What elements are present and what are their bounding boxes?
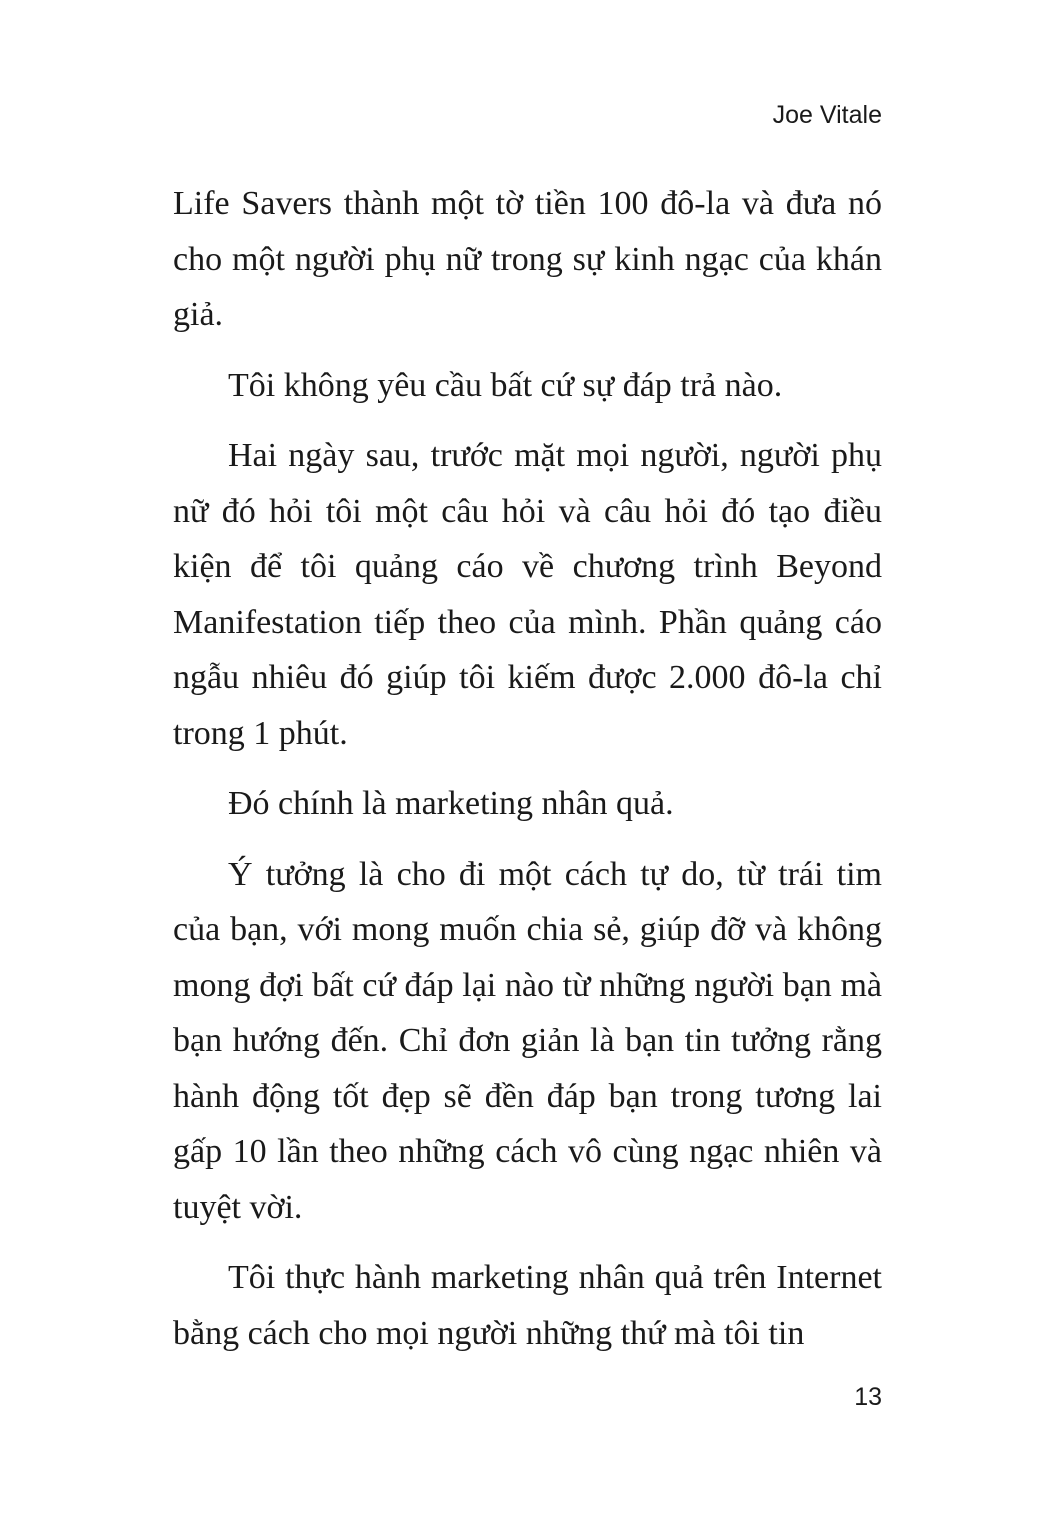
paragraph: Ý tưởng là cho đi một cách tự do, từ trái tim của bạn, với mong muốn chia sẻ, giúp đỡ và không mong đợi bất cứ đáp lại nào từ những người bạn mà bạn hướng đến. Chỉ đơn giản là bạn tin tưởng rằng hành động tốt đẹp sẽ đền đáp bạn trong tương lai gấp 10 lần theo những cách vô cùng ngạc nhiên và tuyệt vời. <box>173 855 882 1226</box>
running-header: Joe Vitale <box>772 101 882 129</box>
page-number: 13 <box>854 1383 882 1411</box>
paragraph-continuation: Life Savers thành một tờ tiền 100 đô-la và đưa nó cho một người phụ nữ trong sự kinh ngạc của khán giả. <box>173 185 882 333</box>
paragraph: Hai ngày sau, trước mặt mọi người, người phụ nữ đó hỏi tôi một câu hỏi và câu hỏi đó tạo điều kiện để tôi quảng cáo về chương trình Beyond Manifestation tiếp theo của mình. Phần quảng cáo ngẫu nhiêu đó giúp tôi kiếm được 2.000 đô-la chỉ trong 1 phút. <box>173 437 882 752</box>
paragraph: Đó chính là marketing nhân quả. <box>228 785 674 822</box>
paragraph: Tôi không yêu cầu bất cứ sự đáp trả nào. <box>228 366 783 404</box>
paragraph: Tôi thực hành marketing nhân quả trên Internet bằng cách cho mọi người những thứ mà tôi tin <box>173 1259 882 1352</box>
body-text <box>173 176 882 1376</box>
